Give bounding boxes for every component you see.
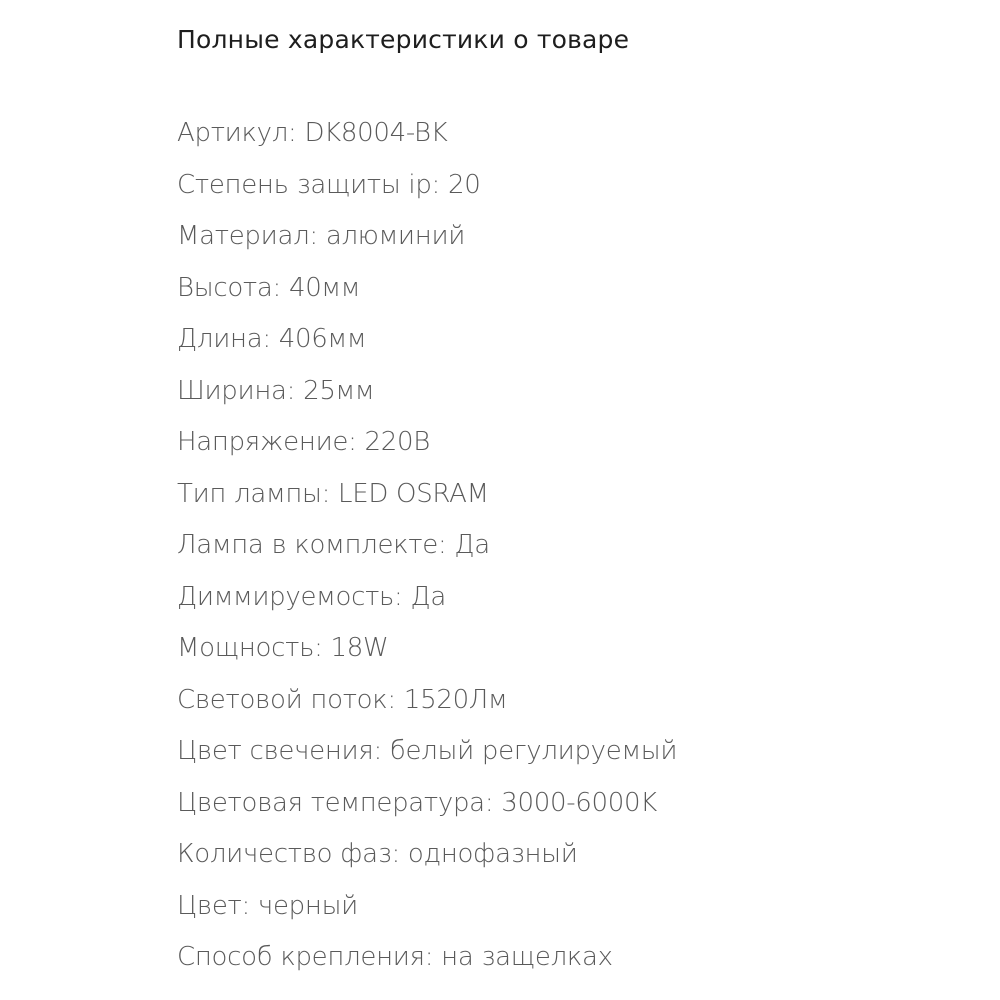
spec-list — [177, 110, 677, 986]
spec-item-color: Цвет: черный — [177, 890, 358, 921]
spec-item-length: Длина: 406мм — [177, 324, 367, 354]
spec-item-color-temperature: Цветовая температура: 3000-6000K — [177, 787, 658, 818]
spec-item-material: Материал: алюминий — [177, 221, 466, 251]
product-specs-section — [177, 0, 977, 1000]
spec-item-power: Мощность: 18W — [177, 633, 389, 663]
spec-item-voltage: Напряжение: 220В — [177, 427, 430, 457]
spec-item-height: Высота: 40мм — [177, 272, 361, 303]
spec-item-ip-rating: Степень защиты ip: 20 — [177, 169, 481, 200]
spec-item-phases: Количество фаз: однофазный — [177, 839, 578, 869]
spec-item-article: Артикул: DK8004-BK — [177, 118, 448, 148]
spec-item-luminous-flux: Световой поток: 1520Лм — [177, 684, 508, 715]
spec-item-lamp-type: Тип лампы: LED OSRAM — [177, 478, 489, 509]
spec-item-width: Ширина: 25мм — [177, 375, 375, 406]
section-title: Полные характеристики о товаре — [177, 25, 630, 54]
spec-item-lamp-included: Лампа в комплекте: Да — [177, 530, 490, 560]
spec-item-light-color: Цвет свечения: белый регулируемый — [177, 736, 678, 766]
spec-item-dimmable: Диммируемость: Да — [177, 581, 447, 612]
spec-item-mounting: Способ крепления: на защелках — [177, 942, 613, 972]
